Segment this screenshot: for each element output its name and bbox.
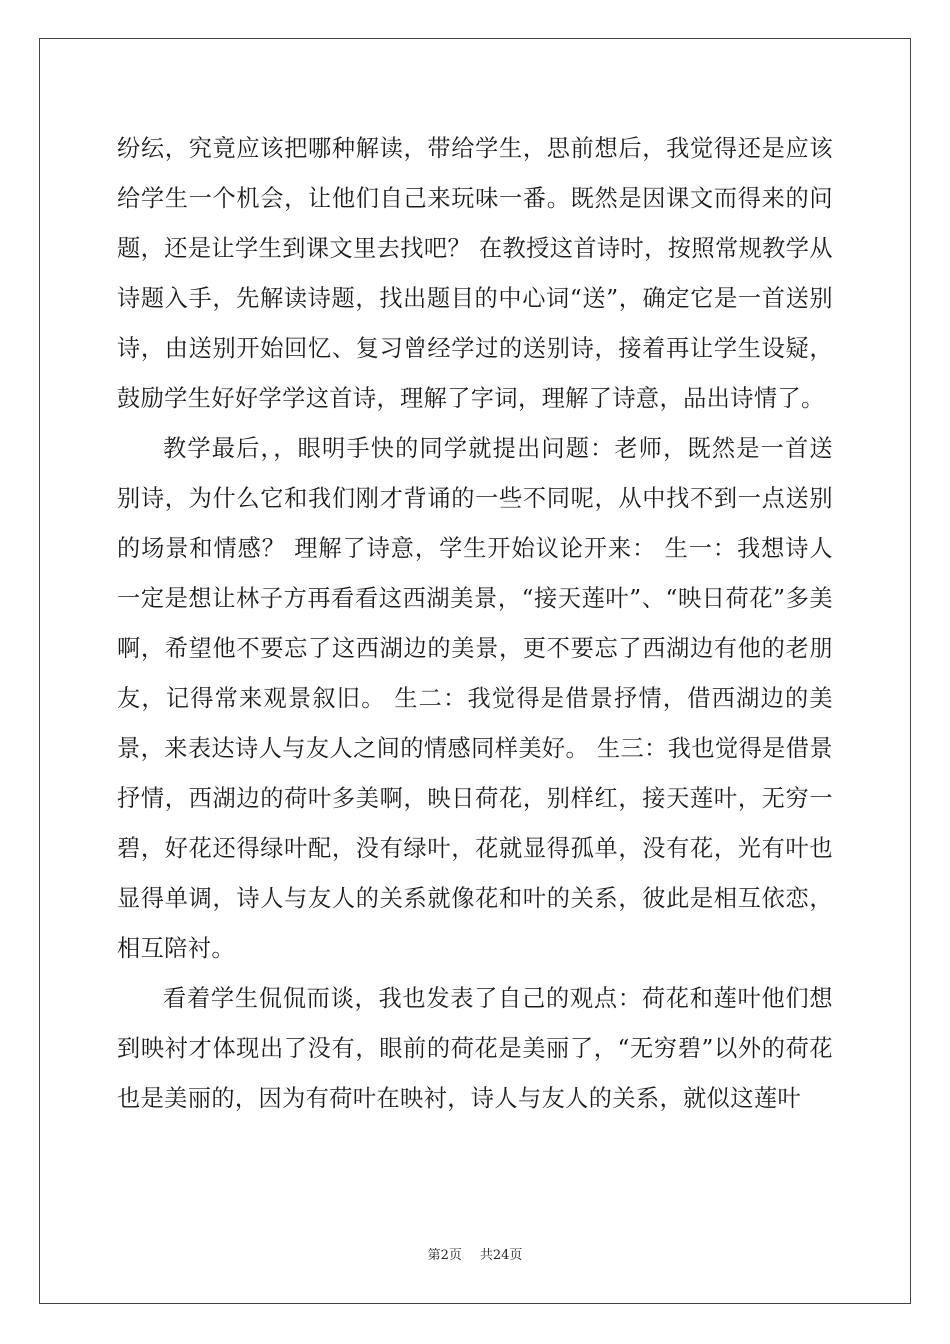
paragraph-2: 教学最后，，眼明手快的同学就提出问题：老师，既然是一首送别诗，为什么它和我们刚才背诵的一些不同呢，从中找不到一点送别的场景和情感？ 理解了诗意，学生开始议论开来： 生一：我想诗人一定是想让林子方再看看这西湖美景，“接天莲叶”、“映日荷花”多美啊，希望他不要忘了这西湖边的美景，更不要忘了西湖边有他的老朋友，记得常来观景叙旧。 生二：我觉得是借景抒情，借西湖边的美景，来表达诗人与友人之间的情感同样美好。 生三：我也觉得是借景抒情，西湖边的荷叶多美啊，映日荷花，别样红，接天莲叶，无穷一碧，好花还得绿叶配，没有绿叶，花就显得孤单，没有花，光有叶也显得单调，诗人与友人的关系就像花和叶的关系，彼此是相互依恋，相互陪衬。 <box>117 435 833 962</box>
page-number: 第2页 <box>427 1248 462 1263</box>
page-total: 共24页 <box>479 1248 523 1263</box>
document-body <box>117 124 833 1124</box>
paragraph-1: 纷纭，究竟应该把哪种解读，带给学生，思前想后，我觉得还是应该给学生一个机会，让他们自己来玩味一番。既然是因课文而得来的问题，还是让学生到课文里去找吧？ 在教授这首诗时，按照常规教学从诗题入手，先解读诗题，找出题目的中心词“送”，确定它是一首送别诗，由送别开始回忆、复习曾经学过的送别诗，接着再让学生设疑，鼓励学生好好学学这首诗，理解了字词，理解了诗意，品出诗情了。 <box>117 135 833 412</box>
page-footer <box>0 1244 950 1263</box>
paragraph-3: 看着学生侃侃而谈，我也发表了自己的观点：荷花和莲叶他们想到映衬才体现出了没有，眼前的荷花是美丽了，“无穷碧”以外的荷花也是美丽的，因为有荷叶在映衬，诗人与友人的关系，就似这莲叶 <box>117 985 833 1112</box>
